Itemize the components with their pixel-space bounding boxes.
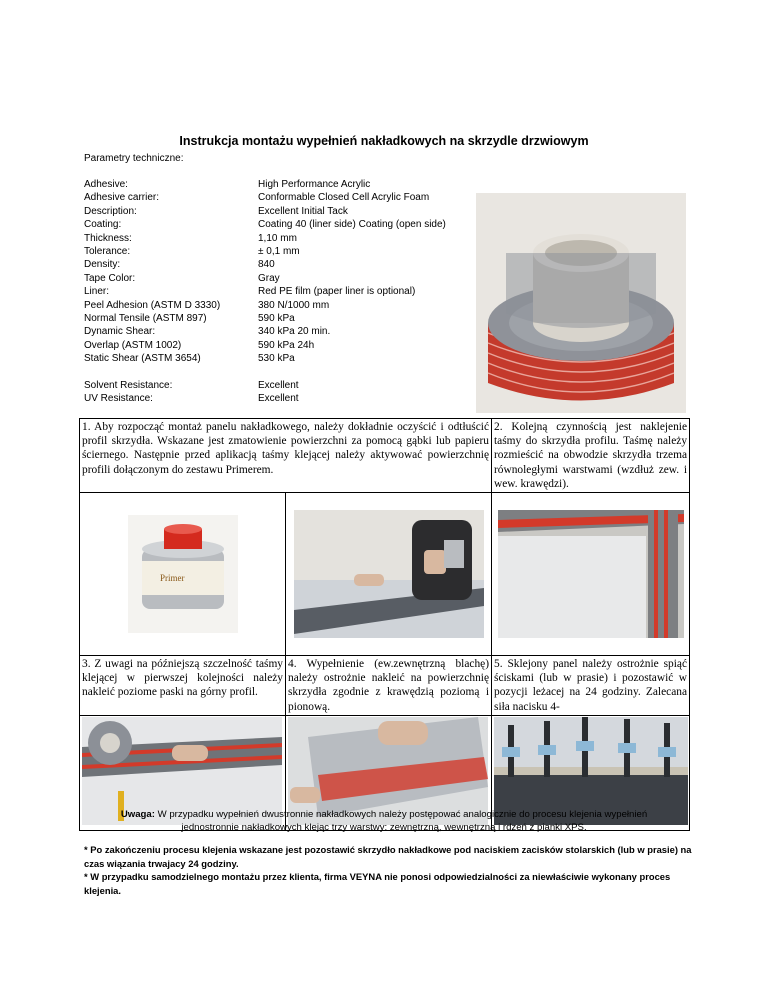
step-4-text: 4. Wypełnienie (ew.zewnętrzną blachę) należy ostrożnie nakleić na powierzchnię skrzydła zgodnie z krawędzią poziomą i pionową. — [286, 656, 492, 716]
remark-1: * Po zakończeniu procesu klejenia wskazane jest pozostawić skrzydło nakładkowe pod naciskiem zacisków stolarskich (lub w prasie) na czas wiązania trwajacy 24 godziny. — [84, 844, 692, 869]
param-row: Coating: Coating 40 (liner side) Coating (open side) — [84, 219, 446, 231]
param-row: Liner: Red PE film (paper liner is optional) — [84, 286, 416, 298]
param-row: UV Resistance: Excellent — [84, 393, 299, 405]
cleaning-profile-image — [286, 493, 492, 656]
note-text: W przypadku wypełnień dwustronnie nakładkowych należy postępować analogicznie do procesu klejenia wypełnień jednostronnie nakładkowych klejąc trzy warstwy: zewnętrzną, wewnętrzną i rdzeń z pianki XPS. — [154, 809, 648, 833]
param-row: Thickness: 1,10 mm — [84, 232, 297, 244]
params-heading: Parametry techniczne: — [84, 153, 184, 164]
tape-on-frame-image — [492, 493, 690, 656]
step-1-text: 1. Aby rozpocząć montaż panelu nakładkowego, należy dokładnie oczyścić i odtłuścić profil skrzydła. Wskazane jest zmatowienie powierzchni za pomocą gąbki lub papieru ściernego. Następnie przed aplikacją taśmy klejącej należy aktywować powierzchnię profili dołączonym do zestawu Primerem. — [80, 419, 492, 493]
svg-text:Primer: Primer — [159, 573, 184, 584]
step-3-text: 3. Z uwagi na późniejszą szczelność taśmy klejącej w pierwszej kolejności należy nakleić poziome paski na górny profil. — [80, 656, 286, 716]
param-row: Overlap (ASTM 1002) 590 kPa 24h — [84, 339, 315, 351]
param-row: Tolerance: ± 0,1 mm — [84, 246, 300, 258]
params-list — [84, 178, 498, 406]
page-title: Instrukcja montażu wypełnień nakładkowych na skrzydle drzwiowym — [179, 134, 589, 148]
note-label: Uwaga: — [120, 809, 155, 820]
step-2-text: 2. Kolejną czynnością jest naklejenie taśmy do skrzydła profilu. Taśmę należy rozmieścić na obwodzie skrzydła trzema równoległymi warstwami (wzdłuż zew. i wew. krawędzi). — [492, 419, 690, 493]
steps-table — [79, 418, 690, 831]
note — [104, 808, 664, 834]
param-row: Static Shear (ASTM 3654) 530 kPa — [84, 353, 295, 365]
primer-can-image — [80, 493, 286, 656]
bottom-remarks — [84, 843, 694, 897]
param-row: Normal Tensile (ASTM 897) 590 kPa — [84, 313, 295, 325]
remark-2: * W przypadku samodzielnego montażu przez klienta, firma VEYNA nie ponosi odpowiedzialności za niewłaściwie wykonany proces klejenia. — [84, 871, 671, 896]
param-row: Density: 840 — [84, 259, 275, 271]
param-row: Adhesive: High Performance Acrylic — [84, 179, 371, 190]
param-row: Dynamic Shear: 340 kPa 20 min. — [84, 326, 331, 338]
param-row: Description: Excellent Initial Tack — [84, 205, 348, 217]
tape-rolls-image — [476, 193, 686, 413]
param-row: Tape Color: Gray — [84, 272, 280, 284]
param-row: Adhesive carrier: Conformable Closed Cell Acrylic Foam — [84, 192, 430, 204]
param-row: Peel Adhesion (ASTM D 3330) 380 N/1000 mm — [84, 299, 330, 311]
step-5-text: 5. Sklejony panel należy ostrożnie spiąć ściskami (lub w prasie) i pozostawić w pozycji leżacej na 24 godziny. Zalecana siła nacisku 4- — [492, 656, 690, 716]
param-row: Solvent Resistance: Excellent — [84, 380, 299, 392]
